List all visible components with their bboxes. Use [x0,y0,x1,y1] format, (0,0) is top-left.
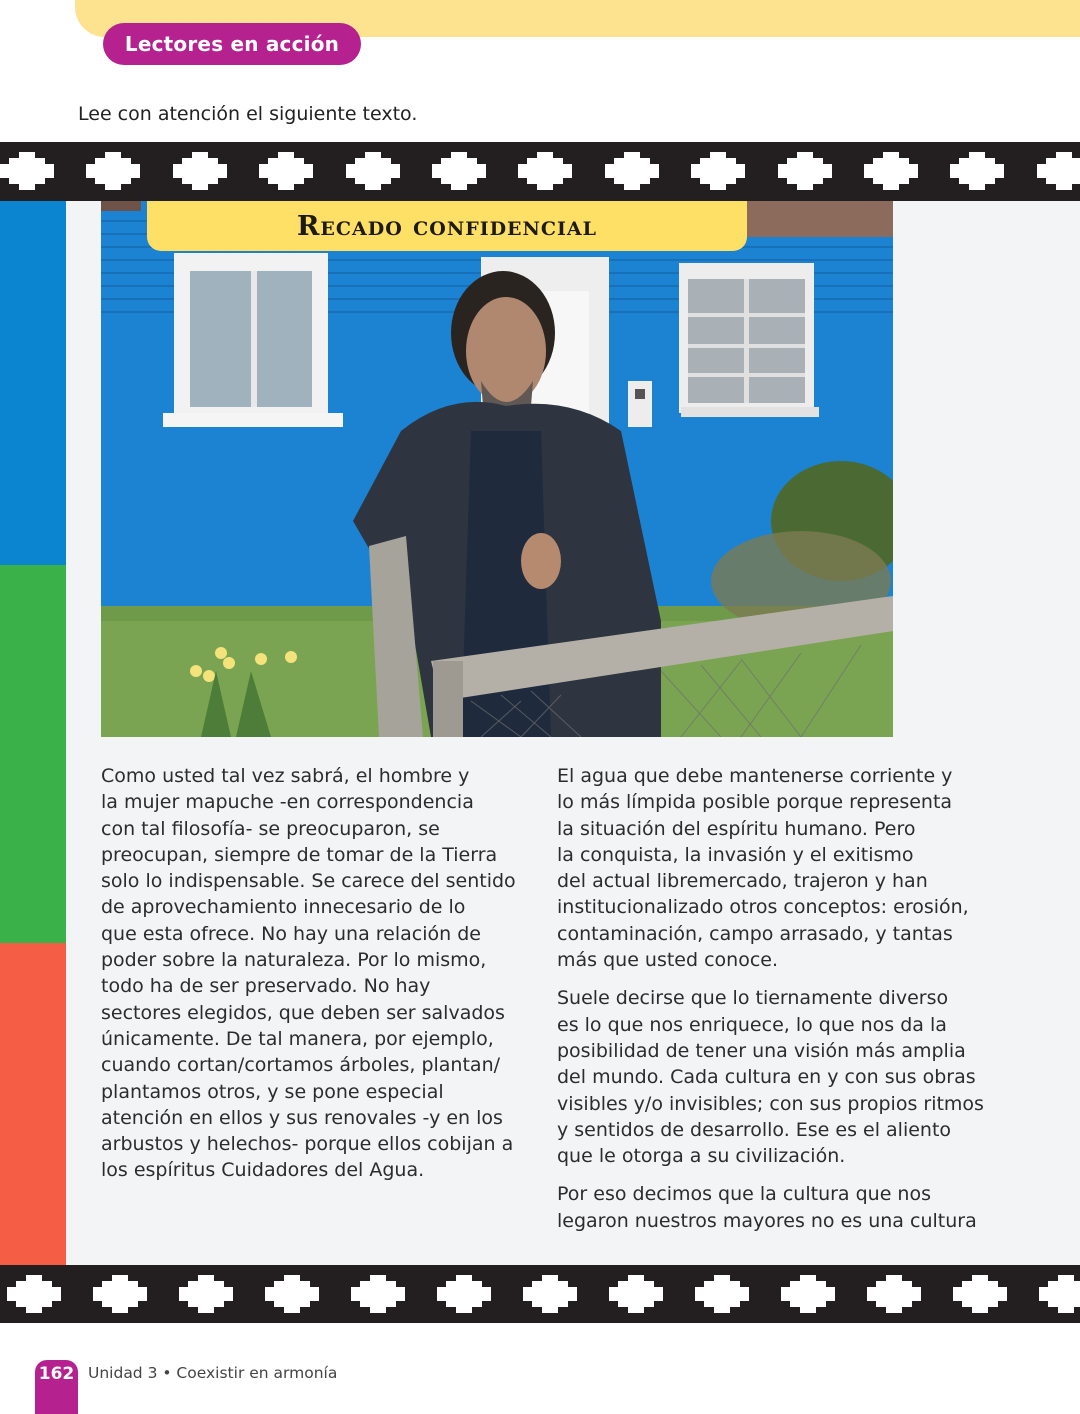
text-line: contaminación, campo arrasado, y tantas [557,922,953,945]
top-pattern-band [0,142,1080,201]
text-line: solo lo indispensable. Se carece del sentido [101,870,516,893]
text-line: cuando cortan/cortamos árboles, plantan/ [101,1054,501,1077]
text-line: sectores elegidos, que deben ser salvados [101,1001,505,1024]
text-line: los espíritus Cuidadores del Agua. [101,1159,425,1182]
text-line: que le otorga a su civilización. [557,1145,846,1168]
text-line: Suele decirse que lo tiernamente diverso [557,987,949,1010]
text-line: lo más límpida posible porque representa [557,791,953,814]
text-line: todo ha de ser preservado. No hay [101,975,431,998]
side-strip-green [0,565,66,943]
text-line: El agua que debe mantenerse corriente y [557,765,953,787]
stepped-cross-pattern-icon [0,1265,1080,1323]
section-label: Lectores en acción [124,32,340,56]
paragraph [101,763,521,1184]
side-strip-blue [0,201,66,565]
instruction-text: Lee con atención el siguiente texto. [78,103,418,125]
text-line: la situación del espíritu humano. Pero [557,817,916,840]
paragraph [557,985,984,1169]
paragraph [557,1181,977,1234]
article-left-column [101,763,521,1196]
text-line: la conquista, la invasión y el exitismo [557,843,914,866]
article-title-banner [147,201,747,251]
text-line: del mundo. Cada cultura en y con sus obras [557,1066,976,1089]
text-line: plantamos otros, y se pone especial [101,1080,444,1103]
text-line: arbustos y helechos- porque ellos cobijan a [101,1133,514,1156]
text-line: legaron nuestros mayores no es una cultura [557,1209,977,1232]
text-line: más que usted conoce. [557,949,779,972]
text-line: la mujer mapuche -en correspondencia [101,791,474,814]
text-line: con tal filosofía- se preocuparon, se [101,817,440,840]
text-line: Por eso decimos que la cultura que nos [557,1183,931,1206]
text-line: visibles y/o invisibles; con sus propios ritmos [557,1092,984,1115]
stepped-cross-pattern-icon [0,142,1080,201]
page-number-badge [35,1360,78,1414]
page-number: 162 [38,1364,75,1384]
article-photo [101,201,893,737]
section-label-pill [103,23,361,65]
article-right-column [557,763,984,1246]
text-line: atención en ellos y sus renovales -y en los [101,1106,503,1129]
text-line: del actual libremercado, trajeron y han [557,870,928,893]
text-line: únicamente. De tal manera, por ejemplo, [101,1027,494,1050]
article-title: Recado confidencial [296,210,598,242]
unit-footer-text: Unidad 3 • Coexistir en armonía [88,1364,338,1382]
text-line: y sentidos de desarrollo. Ese es el aliento [557,1118,952,1141]
text-line: Como usted tal vez sabrá, el hombre y [101,765,470,787]
text-line: poder sobre la naturaleza. Por lo mismo, [101,949,487,972]
bottom-pattern-band [0,1265,1080,1323]
text-line: que esta ofrece. No hay una relación de [101,922,481,945]
text-line: es lo que nos enriquece, lo que nos da la [557,1013,947,1036]
text-line: posibilidad de tener una visión más amplia [557,1039,966,1062]
text-line: de aprovechamiento innecesario de lo [101,896,466,919]
paragraph [557,763,977,973]
text-line: preocupan, siempre de tomar de la Tierra [101,843,498,866]
side-strip-red [0,943,66,1265]
text-line: institucionalizado otros conceptos: erosión, [557,896,969,919]
